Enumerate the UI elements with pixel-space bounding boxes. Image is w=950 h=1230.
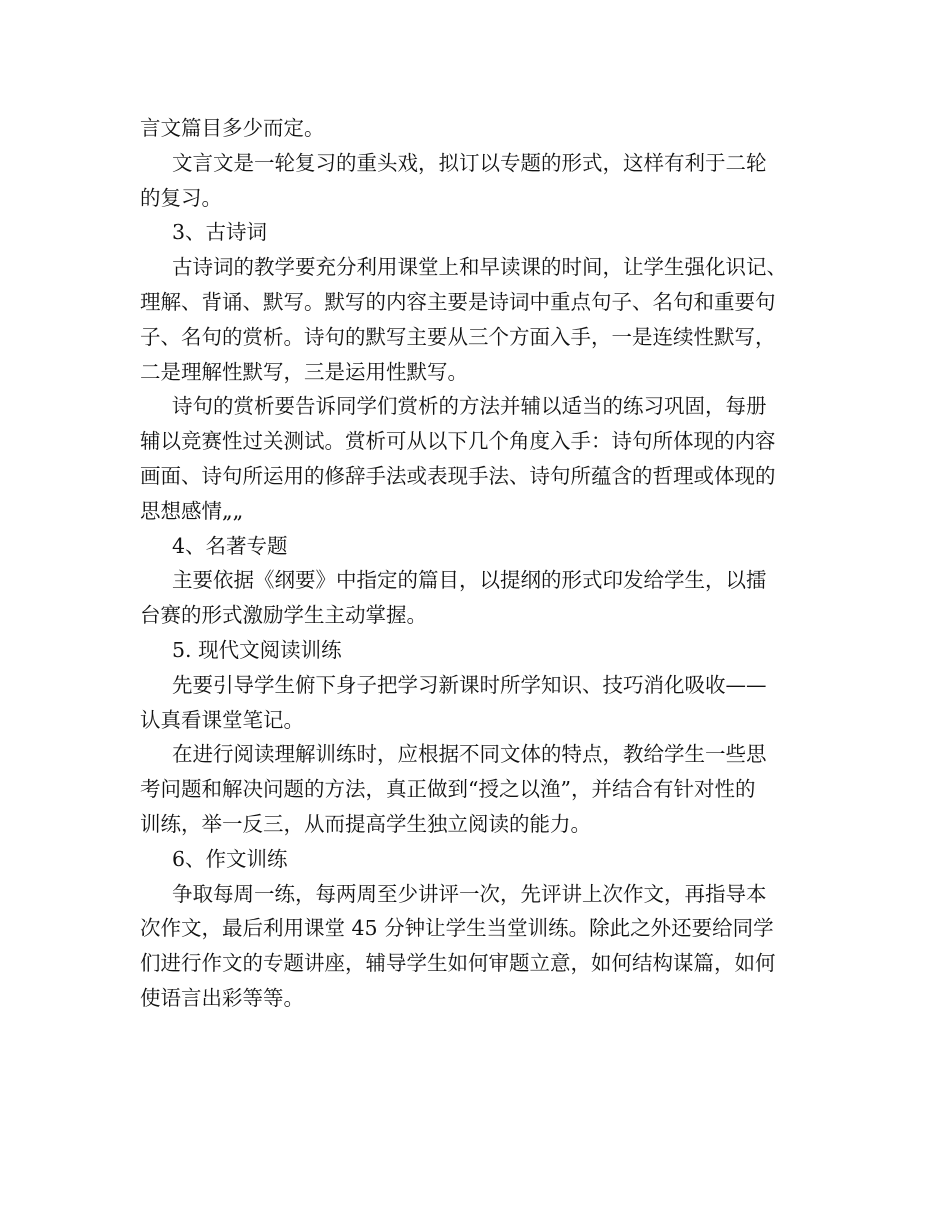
text-line: 争取每周一练，每两周至少讲评一次，先评讲上次作文，再指导本 — [172, 881, 767, 906]
text-line: 主要依据《纲要》中指定的篇目，以提纲的形式印发给学生，以擂 — [172, 568, 767, 593]
text-line: 认真看课堂笔记。 — [140, 707, 304, 732]
text-line: 台赛的形式激励学生主动掌握。 — [140, 603, 427, 628]
document-body — [140, 111, 830, 1016]
text-line: 言文篇目多少而定。 — [140, 116, 325, 140]
text-line: 子、名句的赏析。诗句的默写主要从三个方面入手，一是连续性默写， — [140, 324, 776, 349]
text-line: 理解、背诵、默写。默写的内容主要是诗词中重点句子、名句和重要句 — [140, 289, 776, 314]
text-line: 使语言出彩等等。 — [140, 985, 304, 1010]
text-line: 古诗词的教学要充分利用课堂上和早读课的时间，让学生强化识记、 — [172, 255, 787, 280]
section-heading-reading: 5. 现代文阅读训练 — [172, 637, 342, 662]
text-line: 文言文是一轮复习的重头戏，拟订以专题的形式，这样有利于二轮 — [172, 150, 767, 175]
text-line: 的复习。 — [140, 185, 222, 210]
text-line: 思想感情„„ — [140, 498, 244, 523]
text-line: 画面、诗句所运用的修辞手法或表现手法、诗句所蕴含的哲理或体现的 — [140, 463, 776, 488]
text-line: 先要引导学生俯下身子把学习新课时所学知识、技巧消化吸收—— — [172, 672, 767, 697]
text-line: 考问题和解决问题的方法，真正做到“授之以渔”，并结合有针对性的 — [140, 777, 756, 802]
text-line: 在进行阅读理解训练时，应根据不同文体的特点，教给学生一些思 — [172, 742, 767, 767]
text-line: 辅以竞赛性过关测试。赏析可从以下几个角度入手：诗句所体现的内容 — [140, 429, 776, 454]
text-line: 二是理解性默写，三是运用性默写。 — [140, 359, 468, 384]
text-line: 们进行作文的专题讲座，辅导学生如何审题立意，如何结构谋篇，如何 — [140, 951, 776, 976]
text-line: 次作文，最后利用课堂 45 分钟让学生当堂训练。除此之外还要给同学 — [140, 916, 774, 941]
text-line: 训练，举一反三，从而提高学生独立阅读的能力。 — [140, 811, 591, 836]
section-heading-classics: 4、名著专题 — [172, 533, 288, 558]
section-heading-poetry: 3、古诗词 — [172, 220, 268, 245]
text-line: 诗句的赏析要告诉同学们赏析的方法并辅以适当的练习巩固，每册 — [172, 394, 767, 419]
section-heading-writing: 6、作文训练 — [172, 846, 288, 871]
